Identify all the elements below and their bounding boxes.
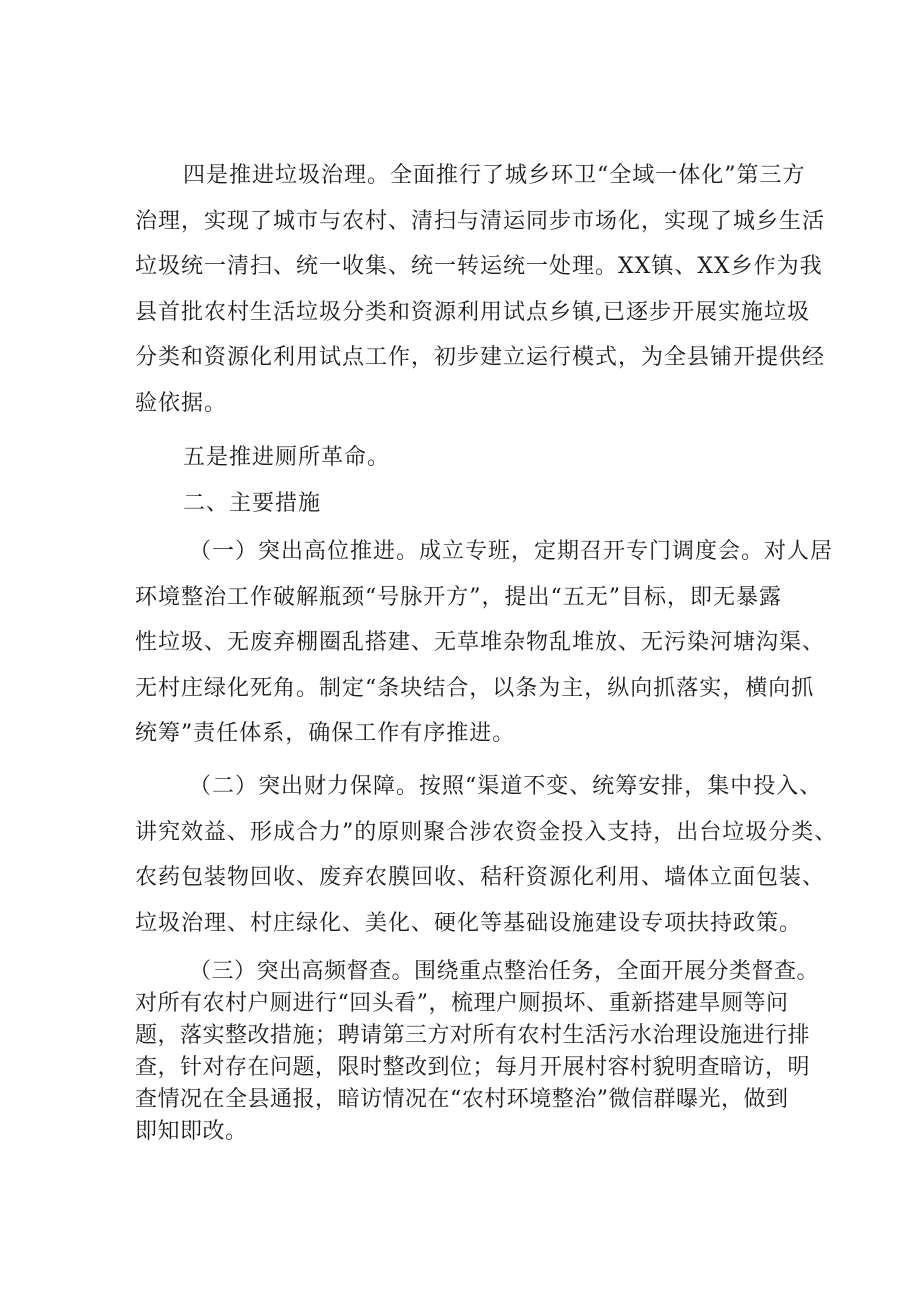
text-line: 五是推进厕所革命。 [183,445,391,470]
section-heading [135,481,795,527]
paragraph-financial-guarantee [135,764,838,946]
text-line: 查情况在全县通报，暗访情况在“农村环境整治”微信群曝光，做到 [135,1087,789,1112]
text-line: 对所有农村户厕进行“回头看”，梳理户厕损坏、重新搭建旱厕等问 [135,991,789,1016]
text-line: 统筹”责任体系，确保工作有序推进。 [135,721,516,746]
text-line: 农药包装物回收、废弃农膜回收、秸秆资源化利用、墙体立面包装、 [135,865,826,890]
text-line: 四是推进垃圾治理。全面推行了城乡环卫“全域一体化”第三方 [183,163,806,188]
text-line: 县首批农村生活垃圾分类和资源利用试点乡镇,已逐步开展实施垃圾 [135,299,810,325]
text-line: 即知即改。 [135,1119,248,1144]
text-line: 环境整治工作破解瓶颈“号脉开方”，提出“五无”目标，即无暴露 [135,584,782,610]
text-line: （二）突出财力保障。按照“渠道不变、统筹安排，集中投入、 [189,774,823,799]
text-line: 无村庄绿化死角。制定“条块结合，以条为主，纵向抓落实，横向抓 [135,675,815,701]
text-line: 垃圾统一清扫、统一收集、统一转运统一处理。XX镇、XX乡作为我 [135,254,823,279]
text-line: 分类和资源化利用试点工作，初步建立运行模式，为全县铺开提供经 [135,345,826,370]
paragraph-garbage-governance [135,153,826,426]
text-line: 题，落实整改措施；聘请第三方对所有农村生活污水治理设施进行排 [135,1023,811,1048]
paragraph-toilet-revolution [135,435,795,481]
text-line: 验依据。 [135,390,228,416]
paragraph-frequent-inspection [135,956,820,1148]
text-line: （三）突出高频督查。围绕重点整治任务，全面开展分类督查。 [189,959,820,984]
text-line: 性垃圾、无废弃棚圈乱搭建、无草堆杂物乱堆放、无污染河塘沟渠、 [135,630,826,655]
text-line: 垃圾治理、村庄绿化、美化、硬化等基础设施建设专项扶持政策。 [135,910,803,936]
paragraph-high-level-promotion [135,529,834,757]
text-line: 治理，实现了城市与农村、清扫与清运同步市场化，实现了城乡生活 [135,208,826,234]
text-line: 讲究效益、形成合力”的原则聚合涉农资金投入支持，出台垃圾分类、 [135,819,838,845]
heading-main-measures: 二、主要措施 [183,491,322,516]
text-line: （一）突出高位推进。成立专班，定期召开专门调度会。对人居 [189,539,834,564]
text-line: 查，针对存在问题，限时整改到位；每月开展村容村貌明查暗访，明 [135,1055,811,1080]
